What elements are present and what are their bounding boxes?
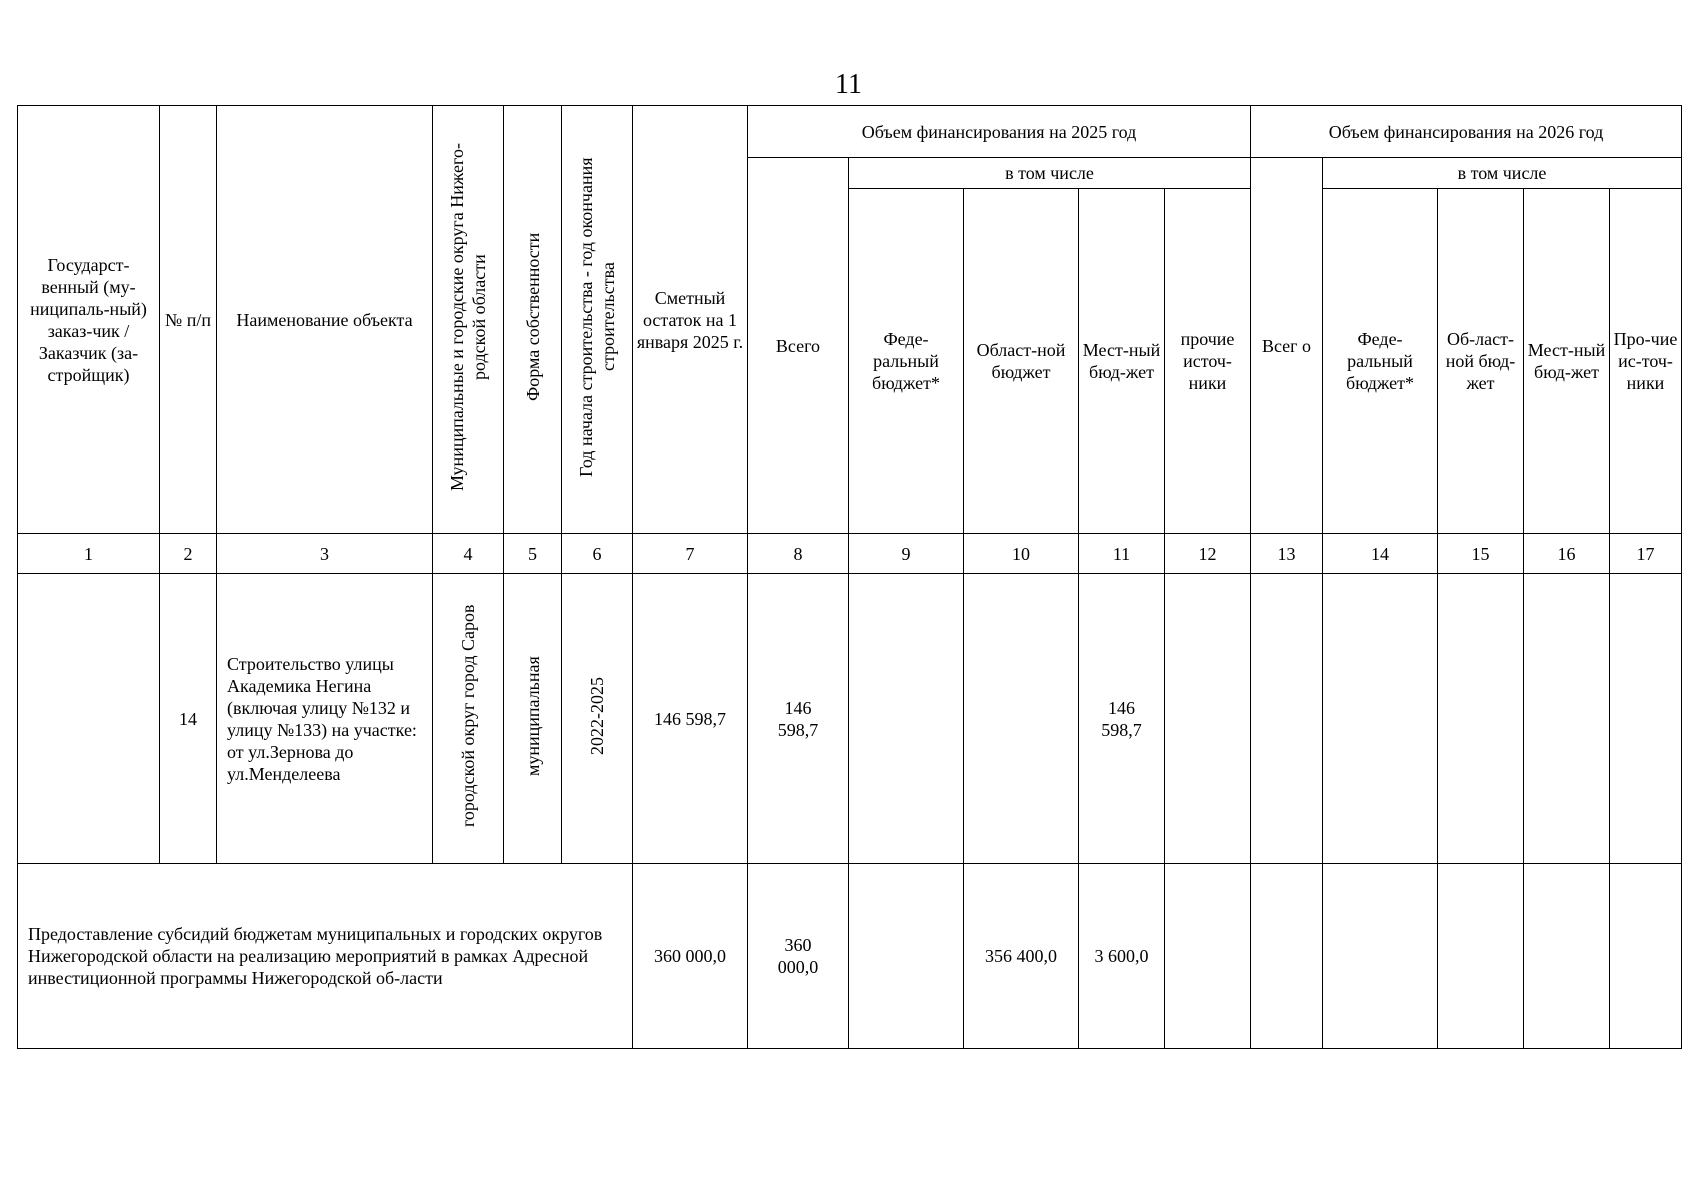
column-number: 8 — [748, 534, 849, 574]
cell-object-name: Строительство улицы Академика Негина (включая улицу №132 и улицу №133) на участке: от ул.Зернова до ул.Менделеева — [217, 574, 433, 864]
header-federal-2026: Феде-ральный бюджет* — [1323, 189, 1438, 534]
column-number: 2 — [160, 534, 217, 574]
header-total-2026: Всег о — [1251, 158, 1323, 534]
header-row-1 — [18, 106, 1682, 158]
summary-regional-2026 — [1438, 864, 1524, 1049]
column-number: 10 — [964, 534, 1079, 574]
cell-federal-2025 — [849, 574, 964, 864]
header-ownership: Форма собственности — [504, 106, 562, 534]
header-total-2025: Всего — [748, 158, 849, 534]
header-regional-2025: Област-ной бюджет — [964, 189, 1079, 534]
summary-other-2026 — [1610, 864, 1682, 1049]
summary-local-2025: 3 600,0 — [1079, 864, 1165, 1049]
column-number: 17 — [1610, 534, 1682, 574]
column-numbers-row — [18, 534, 1682, 574]
header-number: № п/п — [160, 106, 217, 534]
summary-total-2025: 360 000,0 — [748, 864, 849, 1049]
column-number: 15 — [1438, 534, 1524, 574]
investment-program-table — [17, 105, 1682, 1049]
header-other-2026: Про-чие ис-точ-ники — [1610, 189, 1682, 534]
header-regional-2026: Об-ласт-ной бюд-жет — [1438, 189, 1524, 534]
cell-total-2026 — [1251, 574, 1323, 864]
cell-other-2026 — [1610, 574, 1682, 864]
summary-regional-2025: 356 400,0 — [964, 864, 1079, 1049]
cell-regional-2025 — [964, 574, 1079, 864]
summary-remaining: 360 000,0 — [633, 864, 748, 1049]
cell-number: 14 — [160, 574, 217, 864]
cell-regional-2026 — [1438, 574, 1524, 864]
summary-local-2026 — [1524, 864, 1610, 1049]
header-including-2026: в том числе — [1323, 158, 1682, 189]
header-including-2025: в том числе — [849, 158, 1251, 189]
cell-local-2025: 146 598,7 — [1079, 574, 1165, 864]
column-number: 5 — [504, 534, 562, 574]
column-number: 12 — [1165, 534, 1251, 574]
page-number: 11 — [835, 69, 862, 100]
cell-other-2025 — [1165, 574, 1251, 864]
header-municipality: Муниципальные и городские округа Нижего-родской области — [433, 106, 504, 534]
header-object-name: Наименование объекта — [217, 106, 433, 534]
column-number: 11 — [1079, 534, 1165, 574]
header-financing-2025: Объем финансирования на 2025 год — [748, 106, 1251, 158]
column-number: 3 — [217, 534, 433, 574]
column-number: 1 — [18, 534, 160, 574]
cell-federal-2026 — [1323, 574, 1438, 864]
summary-federal-2025 — [849, 864, 964, 1049]
column-number: 14 — [1323, 534, 1438, 574]
header-customer: Государст-венный (му-ниципаль-ный) заказ-чик / Заказчик (за-стройщик) — [18, 106, 160, 534]
header-local-2026: Мест-ный бюд-жет — [1524, 189, 1610, 534]
header-local-2025: Мест-ный бюд-жет — [1079, 189, 1165, 534]
column-number: 13 — [1251, 534, 1323, 574]
header-other-2025: прочие источ-ники — [1165, 189, 1251, 534]
column-number: 9 — [849, 534, 964, 574]
cell-municipality: городской округ город Саров — [433, 574, 504, 864]
cell-total-2025: 146 598,7 — [748, 574, 849, 864]
summary-total-2026 — [1251, 864, 1323, 1049]
cell-local-2026 — [1524, 574, 1610, 864]
column-number: 6 — [562, 534, 633, 574]
column-number: 4 — [433, 534, 504, 574]
table-row — [18, 574, 1682, 864]
summary-federal-2026 — [1323, 864, 1438, 1049]
header-financing-2026: Объем финансирования на 2026 год — [1251, 106, 1682, 158]
cell-years: 2022-2025 — [562, 574, 633, 864]
cell-remaining: 146 598,7 — [633, 574, 748, 864]
header-years: Год начала строительства - год окончания строительства — [562, 106, 633, 534]
summary-row — [18, 864, 1682, 1049]
cell-ownership: муниципальная — [504, 574, 562, 864]
column-number: 7 — [633, 534, 748, 574]
column-number: 16 — [1524, 534, 1610, 574]
summary-other-2025 — [1165, 864, 1251, 1049]
header-federal-2025: Феде-ральный бюджет* — [849, 189, 964, 534]
cell-customer — [18, 574, 160, 864]
header-remaining: Сметный остаток на 1 января 2025 г. — [633, 106, 748, 534]
summary-label: Предоставление субсидий бюджетам муниципальных и городских округов Нижегородской области на реализацию мероприятий в рамках Адресной инвестиционной программы Нижегородской об-ласти — [18, 864, 633, 1049]
